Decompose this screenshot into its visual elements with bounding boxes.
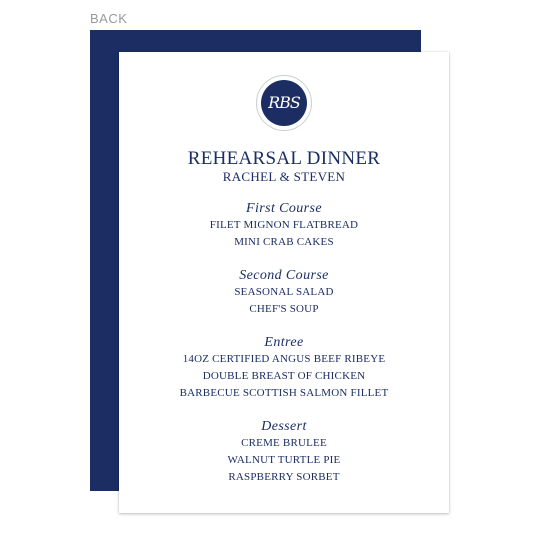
course-items — [119, 217, 449, 251]
card-front — [119, 52, 449, 513]
course-items — [119, 351, 449, 402]
menu-item: CREME BRULEE — [241, 437, 327, 449]
monogram-letters: RBS — [268, 93, 300, 112]
monogram-seal — [256, 75, 312, 131]
menu-item: WALNUT TURTLE PIE — [227, 454, 341, 466]
menu-item: CHEF'S SOUP — [249, 303, 319, 315]
course-items — [119, 435, 449, 486]
menu-item: BARBECUE SCOTTISH SALMON FILLET — [179, 387, 389, 399]
course-title: Second Course — [239, 268, 329, 283]
menu-item: RASPBERRY SORBET — [228, 471, 340, 483]
course-title: Dessert — [261, 419, 307, 434]
menu-item: 14OZ CERTIFIED ANGUS BEEF RIBEYE — [182, 353, 386, 365]
course-items — [119, 284, 449, 318]
menu-item: FILET MIGNON FLATBREAD — [209, 219, 359, 231]
menu-item: SEASONAL SALAD — [234, 286, 334, 298]
course-title: First Course — [246, 201, 322, 216]
course-section — [119, 334, 449, 402]
menu-title: REHEARSAL DINNER — [187, 148, 381, 169]
menu-content — [119, 149, 449, 486]
course-section — [119, 418, 449, 486]
menu-subtitle: RACHEL & STEVEN — [222, 169, 346, 184]
menu-item: DOUBLE BREAST OF CHICKEN — [202, 370, 366, 382]
course-section — [119, 267, 449, 318]
course-section — [119, 200, 449, 251]
back-label: BACK — [90, 11, 128, 26]
course-title: Entree — [264, 335, 304, 350]
menu-item: MINI CRAB CAKES — [234, 236, 334, 248]
monogram-badge — [261, 80, 307, 126]
